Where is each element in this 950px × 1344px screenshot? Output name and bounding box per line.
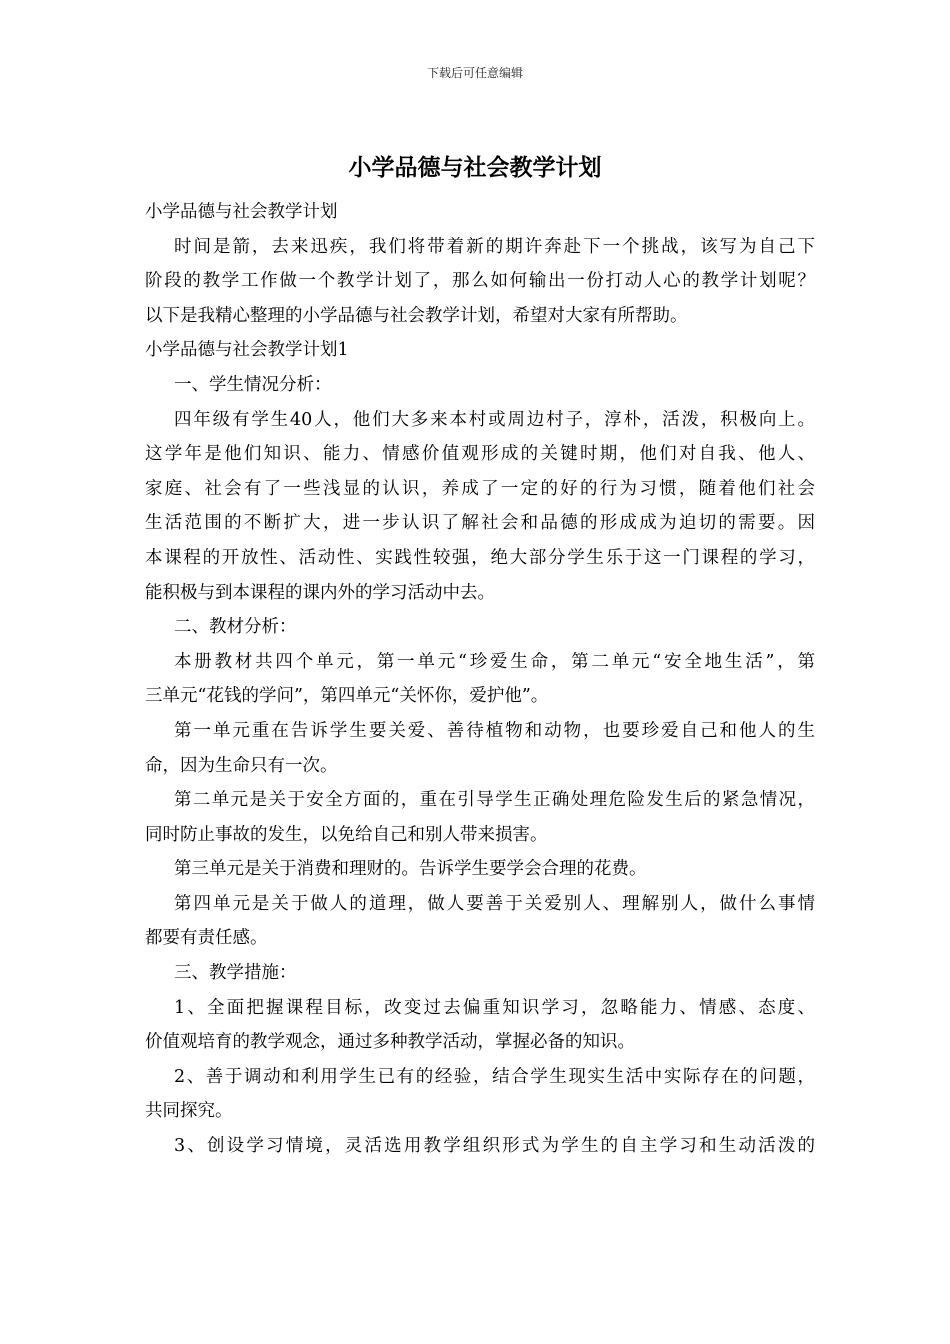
paragraph-line: 本课程的开放性、活动性、实践性较强，绝大部分学生乐于这一门课程的学习， — [145, 547, 815, 568]
section-heading: 二、教材分析： — [174, 617, 297, 638]
section-heading: 小学品德与社会教学计划1 — [145, 340, 349, 361]
section-heading: 一、学生情况分析： — [174, 374, 332, 395]
paragraph-line: 2、善于调动和利用学生已有的经验，结合学生现实生活中实际存在的问题， — [174, 1066, 815, 1087]
paragraph-line: 第三单元是关于消费和理财的。告诉学生要学会合理的花费。 — [174, 859, 647, 880]
paragraph-line: 这学年是他们知识、能力、情感价值观形成的关键时期，他们对自我、他人、 — [145, 444, 815, 465]
paragraph-line: 第四单元是关于做人的道理，做人要善于关爱别人、理解别人，做什么事情 — [174, 893, 815, 914]
paragraph-line: 家庭、社会有了一些浅显的认识，养成了一定的好的行为习惯，随着他们社会 — [145, 478, 815, 499]
paragraph-line: 共同探究。 — [145, 1101, 233, 1122]
subtitle-line: 小学品德与社会教学计划 — [145, 202, 338, 222]
paragraph-line: 1、全面把握课程目标，改变过去偏重知识学习，忽略能力、情感、态度、 — [174, 997, 815, 1018]
paragraph-line: 阶段的教学工作做一个教学计划了，那么如何输出一份打动人心的教学计划呢？ — [145, 271, 815, 292]
section-heading: 三、教学措施： — [174, 963, 297, 984]
paragraph-line: 时间是箭，去来迅疾，我们将带着新的期许奔赴下一个挑战，该写为自己下 — [174, 236, 815, 257]
paragraph-line: 都要有责任感。 — [145, 928, 268, 949]
header-note: 下载后可任意编辑 — [426, 66, 523, 80]
paragraph-line: 3、创设学习情境，灵活选用教学组织形式为学生的自主学习和生动活泼的 — [174, 1136, 815, 1157]
paragraph-line: 同时防止事故的发生，以免给自己和别人带来损害。 — [145, 824, 548, 845]
paragraph-line: 命，因为生命只有一次。 — [145, 755, 338, 776]
paragraph-line: 生活范围的不断扩大，进一步认识了解社会和品德的形成成为迫切的需要。因 — [145, 513, 815, 534]
paragraph-line: 三单元“花钱的学问”，第四单元“关怀你，爱护他”。 — [145, 686, 549, 707]
paragraph-line: 价值观培育的教学观念，通过多种教学活动，掌握必备的知识。 — [145, 1032, 635, 1053]
paragraph-line: 第一单元重在告诉学生要关爱、善待植物和动物，也要珍爱自己和他人的生 — [174, 720, 815, 741]
document-title: 小学品德与社会教学计划 — [348, 154, 602, 181]
document-body — [145, 195, 815, 1164]
paragraph-line: 第二单元是关于安全方面的，重在引导学生正确处理危险发生后的紧急情况， — [174, 790, 815, 811]
paragraph-line: 能积极与到本课程的课内外的学习活动中去。 — [145, 582, 495, 603]
paragraph-line: 以下是我精心整理的小学品德与社会教学计划，希望对大家有所帮助。 — [145, 305, 688, 326]
paragraph-line: 四年级有学生40人，他们大多来本村或周边村子，淳朴，活泼，积极向上。 — [174, 409, 815, 430]
paragraph-line: 本册教材共四个单元，第一单元“珍爱生命，第二单元“安全地生活”，第 — [174, 651, 815, 672]
